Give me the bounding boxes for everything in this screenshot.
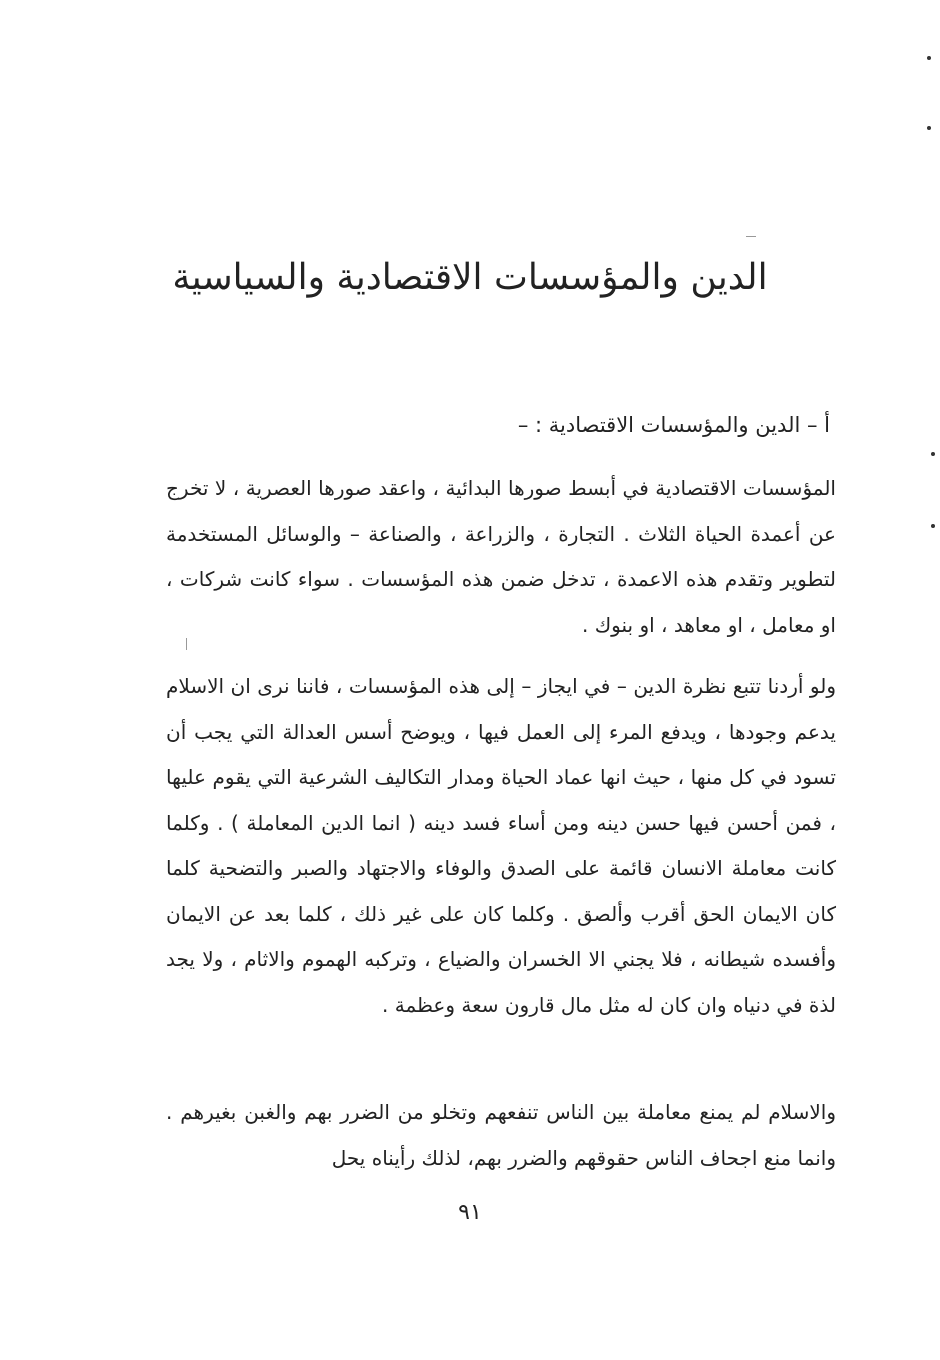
scan-speck bbox=[927, 126, 931, 130]
scan-speck bbox=[927, 56, 931, 60]
paragraph: ولو أردنا تتبع نظرة الدين – في ايجاز – إلى هذه المؤسسات ، فاننا نرى ان الاسلام يدعم وجودها ، ويدفع المرء إلى العمل فيها ، ويوضح أسس العدالة التي يجب أن تسود في كل منها ، حيث انها عماد الحياة ومدار التكاليف الشرعية التي يقوم عليها ، فمن أحسن فيها حسن دينه ومن أساء فسد دينه ( انما الدين المعاملة ) . وكلما كانت معاملة الانسان قائمة على الصدق والوفاء والاجتهاد والصبر والتضحية كلما كان الايمان الحق أقرب وألصق . وكلما كان على غير ذلك ، كلما بعد عن الايمان وأفسده شيطانه ، فلا يجني الا الخسران والضياع ، وتركبه الهموم والاثام ، ولا يجد لذة في دنياه وان كان له مثل مال قارون سعة وعظمة . bbox=[166, 674, 836, 1017]
scan-mark bbox=[746, 236, 756, 237]
chapter-title: الدين والمؤسسات الاقتصادية والسياسية bbox=[172, 257, 768, 298]
scan-mark bbox=[186, 638, 187, 650]
page-number: ٩١ bbox=[458, 1200, 482, 1225]
paragraph: والاسلام لم يمنع معاملة بين الناس تنفعهم وتخلو من الضرر بهم والغبن بغيرهم . وانما منع اجحاف الناس حقوقهم والضرر بهم، لذلك رأيناه يحل bbox=[166, 1100, 836, 1170]
paragraph: المؤسسات الاقتصادية في أبسط صورها البدائية ، واعقد صورها العصرية ، لا تخرج عن أعمدة الحياة الثلاث . التجارة ، والزراعة ، والصناعة – والوسائل المستخدمة لتطوير وتقدم هذه الاعمدة ، تدخل ضمن هذه المؤسسات . سواء كانت شركات ، او معامل ، او معاهد ، او بنوك . bbox=[166, 476, 836, 637]
section-heading: أ – الدين والمؤسسات الاقتصادية : – bbox=[517, 413, 830, 437]
scan-speck bbox=[931, 524, 935, 528]
scan-speck bbox=[931, 452, 935, 456]
